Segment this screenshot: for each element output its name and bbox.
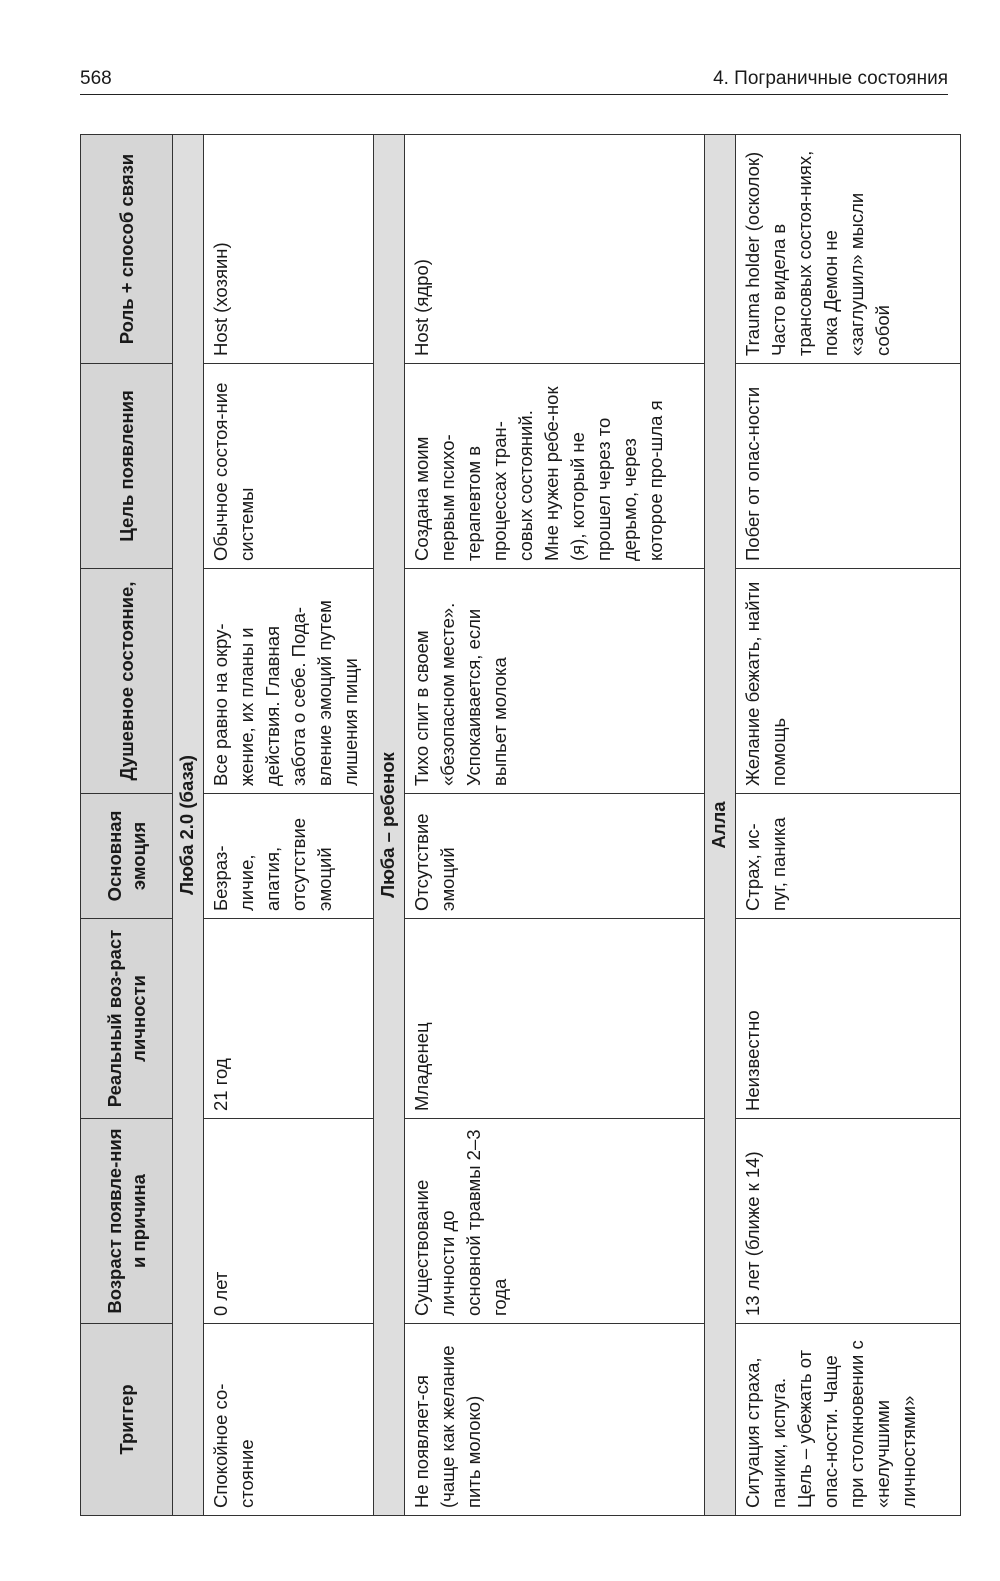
table-cell: Побег от опас-ности [736,364,961,569]
group-title: Люба 2.0 (база) [173,135,204,1516]
table-cell: Обычное состоя-ние системы [204,364,374,569]
table-cell: Host (ядро) [405,135,705,364]
table-cell: Страх, ис-пуг, паника [736,794,961,919]
table-cell: Желание бежать, найти помощь [736,569,961,794]
table-row [204,135,374,1516]
column-header: Роль + способ связи [81,135,173,364]
table-cell: Тихо спит в своем «безопасном месте». Успокаивается, если выпьет молока [405,569,705,794]
table-cell: 21 год [204,919,374,1119]
table-cell: Безраз-личие, апатия, отсутствие эмоций [204,794,374,919]
group-row [705,135,736,1516]
group-title: Люба – ребенок [374,135,405,1516]
table-cell: Неизвестно [736,919,961,1119]
personality-table [80,134,961,1516]
chapter-title: 4. Пограничные состояния [713,68,948,89]
table-cell: Существование личности до основной травмы 2–3 года [405,1119,705,1324]
page-header [80,64,948,95]
column-header: Душевное состояние, [81,569,173,794]
table-header-row [81,135,173,1516]
table-cell: Не появляет-ся (чаще как желание пить молоко) [405,1324,705,1516]
page-number: 568 [80,68,112,89]
table-cell: Отсутствие эмоций [405,794,705,919]
table-cell: Создана моим первым психо-терапевтом в процессах тран-совых состояний. Мне нужен ребе-нок (я), который не прошел через то дерьмо, через которое про-шла я [405,364,705,569]
table-row [405,135,705,1516]
table-cell: 13 лет (ближе к 14) [736,1119,961,1324]
rotated-table [80,135,943,1516]
column-header: Возраст появле-ния и причина [81,1119,173,1324]
table-cell: Trauma holder (осколок) Часто видела в трансовых состоя-ниях, пока Демон не «заглушил» мысли собой [736,135,961,364]
rotated-table-frame [80,135,943,1516]
group-row [173,135,204,1516]
group-title: Алла [705,135,736,1516]
table-row [736,135,961,1516]
table-cell: 0 лет [204,1119,374,1324]
column-header: Цель появления [81,364,173,569]
column-header: Основная эмоция [81,794,173,919]
table-cell: Все равно на окру-жение, их планы и действия. Главная забота о себе. Пода-вление эмоций путем лишения пищи [204,569,374,794]
column-header: Реальный воз-раст личности [81,919,173,1119]
column-header: Триггер [81,1324,173,1516]
group-row [374,135,405,1516]
table-cell: Спокойное со-стояние [204,1324,374,1516]
table-cell: Ситуация страха, паники, испуга. Цель – убежать от опас-ности. Чаще при столкновении с «нелучшими личностями» [736,1324,961,1516]
table-cell: Младенец [405,919,705,1119]
table-cell: Host (хозяин) [204,135,374,364]
